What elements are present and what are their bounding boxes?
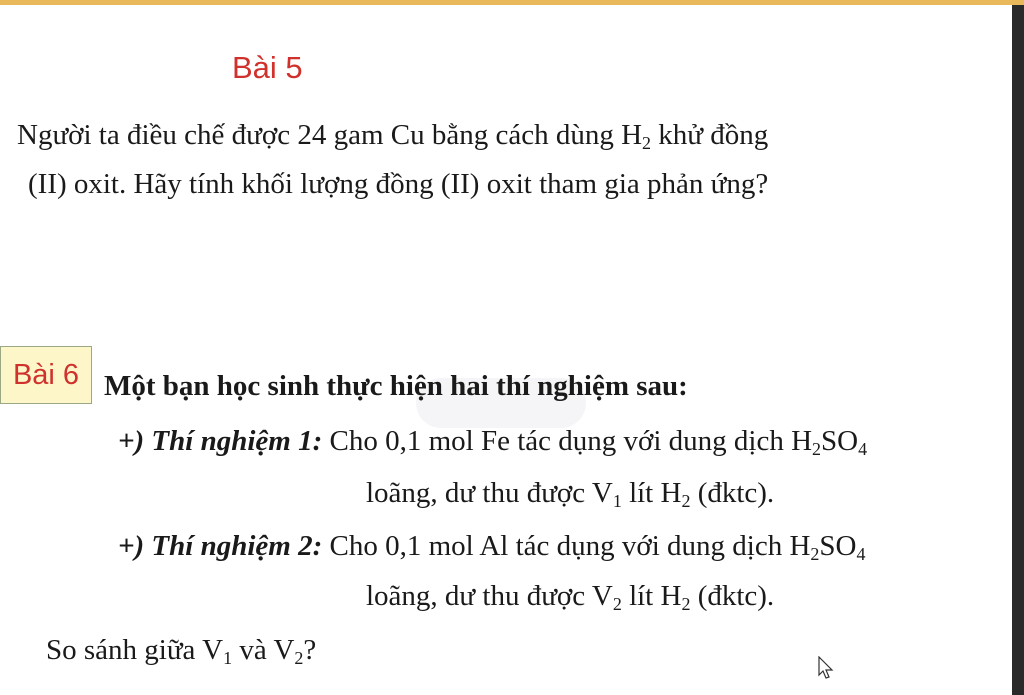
exp2-v-sub: 2 [612,594,622,614]
compare-v1-sub: 1 [223,648,233,668]
exp1-v-sub: 1 [612,491,622,511]
experiment-1-line-2 [366,479,774,510]
exp2-l2-c: (đktc). [690,580,775,612]
bai5-line-1 [17,121,768,152]
bai5-l1-tail: khử đồng [651,119,769,151]
experiment-2-text: Cho 0,1 mol Al tác dụng với dung dịch H [322,530,811,562]
compare-c: ? [303,634,317,666]
exp2-o4-sub: 4 [856,544,866,564]
top-accent-bar [0,0,1024,5]
exp1-o4-sub: 4 [858,439,868,459]
exp2-h-sub: 2 [681,594,691,614]
exp1-l2-b: lít H [621,477,682,509]
bai6-title-box [0,346,92,404]
experiment-2-label: +) Thí nghiệm 2: [118,530,323,562]
exp1-l2-a: loãng, dư thu được V [366,477,613,509]
exp1-h2-sub: 2 [812,439,822,459]
compare-b: và V [232,634,295,666]
experiment-2-line-1 [118,532,865,563]
exp1-so: SO [821,425,859,457]
bai5-l1-text: Người ta điều chế được 24 gam Cu bằng cách dùng H [17,119,643,151]
exp2-h2-sub: 2 [810,544,820,564]
exp1-h-sub: 2 [681,491,691,511]
compare-question [46,636,316,667]
experiment-1-line-1 [118,427,867,458]
bai5-h2-sub: 2 [642,133,652,153]
exp2-l2-b: lít H [621,580,682,612]
experiment-1-text: Cho 0,1 mol Fe tác dụng với dung dịch H [322,425,813,457]
mouse-pointer-icon [818,656,834,680]
experiment-1-label: +) Thí nghiệm 1: [118,425,323,457]
right-edge-bar [1012,5,1024,695]
compare-v2-sub: 2 [294,648,304,668]
exp2-so: SO [819,530,857,562]
bai5-title: Bài 5 [232,50,303,85]
exp1-l2-c: (đktc). [690,477,775,509]
bai5-line-2: (II) oxit. Hãy tính khối lượng đồng (II) oxit tham gia phản ứng? [28,168,769,200]
bai6-intro: Một bạn học sinh thực hiện hai thí nghiệm sau: [104,370,688,402]
bai6-title: Bài 6 [12,358,80,391]
experiment-2-line-2 [366,582,774,613]
compare-a: So sánh giữa V [46,634,224,666]
exp2-l2-a: loãng, dư thu được V [366,580,613,612]
